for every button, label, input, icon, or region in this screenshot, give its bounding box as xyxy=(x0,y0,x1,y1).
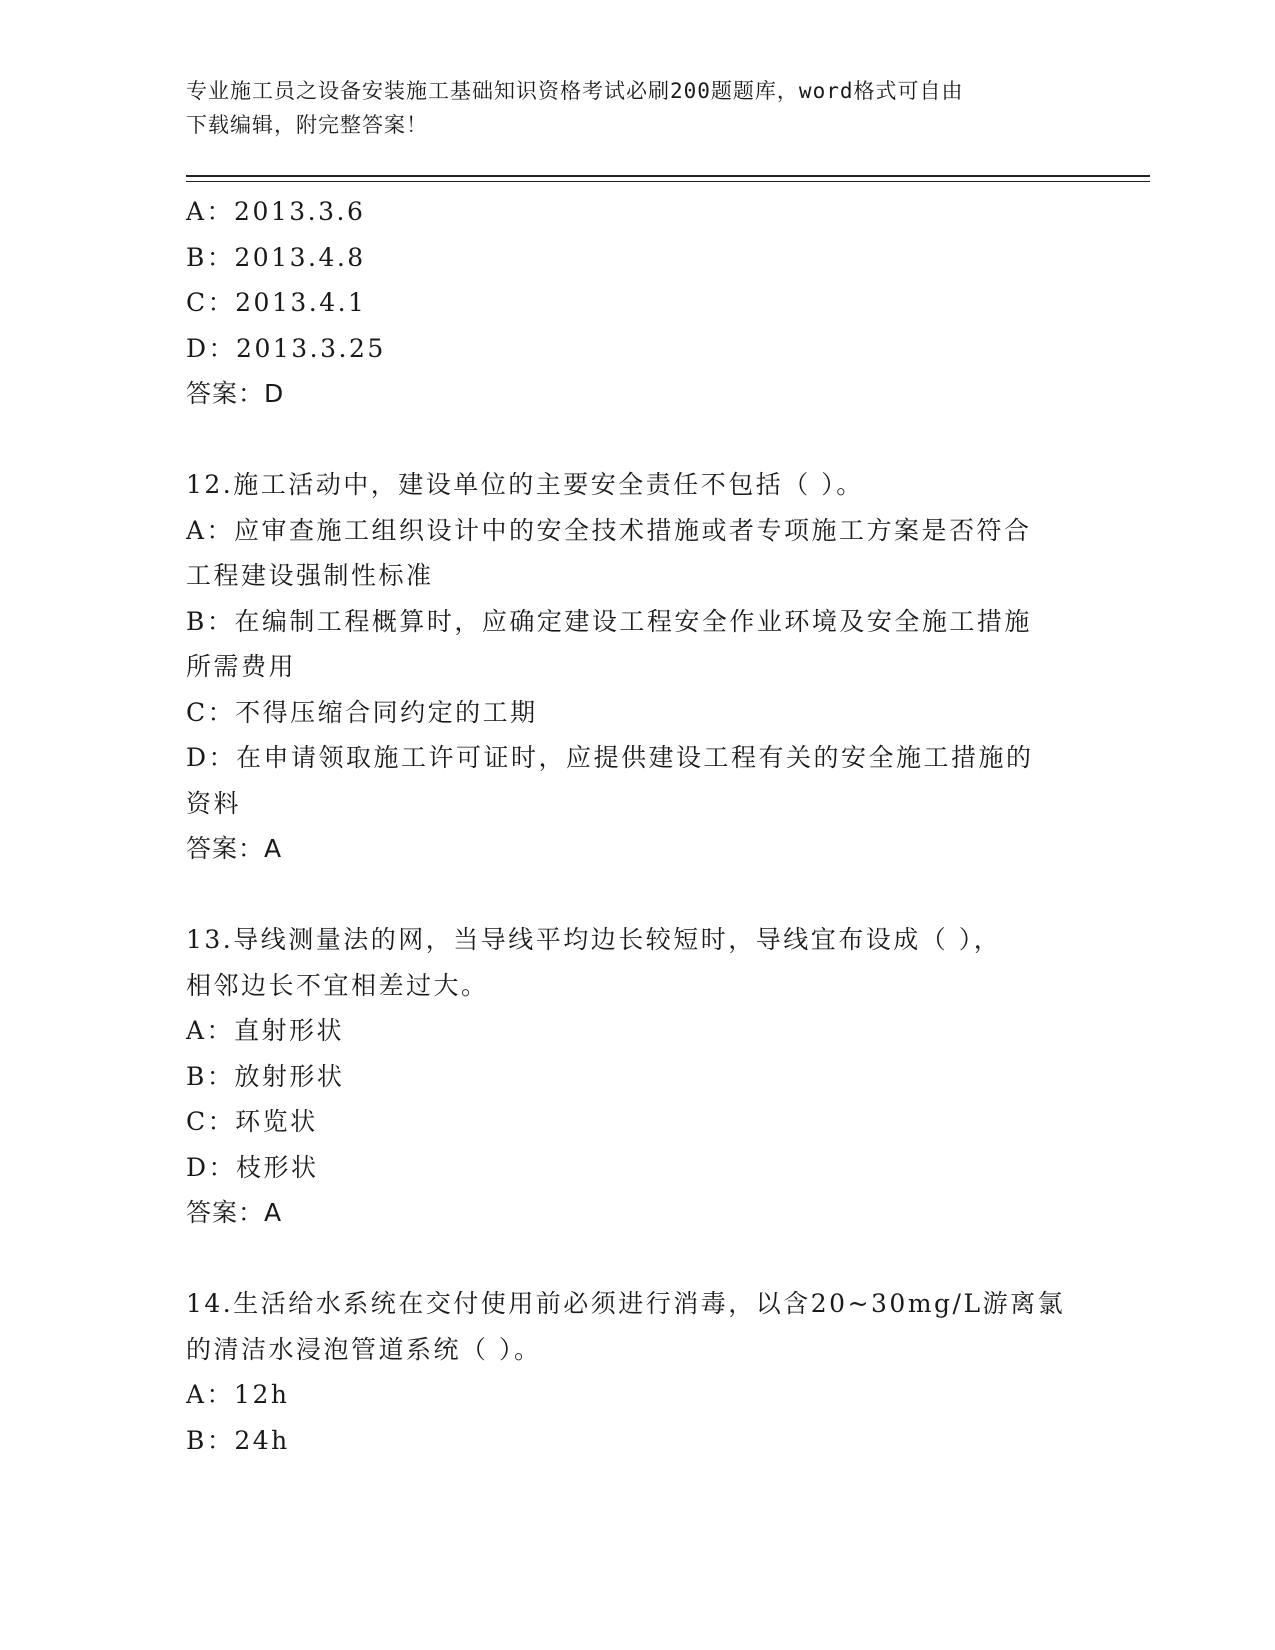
question-stem: 12.施工活动中，建设单位的主要安全责任不包括（ ）。 xyxy=(186,470,864,499)
option-d: D：在申请领取施工许可证时，应提供建设工程有关的安全施工措施的 xyxy=(186,743,1034,772)
question-14 xyxy=(186,1281,1086,1463)
option-a: A：应审查施工组织设计中的安全技术措施或者专项施工方案是否符合 xyxy=(186,515,1032,545)
question-11-continued xyxy=(186,189,1086,417)
answer-line: 答案：A xyxy=(186,1198,283,1227)
option-c: C：不得压缩合同约定的工期 xyxy=(186,697,538,727)
option-a: A：12h xyxy=(186,1380,290,1409)
question-stem-continued: 的清洁水浸泡管道系统（ ）。 xyxy=(186,1334,542,1364)
header-divider-thin xyxy=(186,181,1150,182)
option-b: B：24h xyxy=(186,1425,290,1455)
spacer xyxy=(186,417,1086,463)
spacer xyxy=(186,1236,1086,1282)
option-b: B：放射形状 xyxy=(186,1061,345,1091)
question-content xyxy=(186,189,1086,1463)
option-a-continued: 工程建设强制性标准 xyxy=(186,561,434,590)
question-stem: 14.生活给水系统在交付使用前必须进行消毒，以含20~30mg/L游离氯 xyxy=(186,1289,1066,1318)
header-divider-thick xyxy=(186,175,1150,177)
question-13 xyxy=(186,917,1086,1236)
document-header xyxy=(186,74,1066,142)
question-stem: 13.导线测量法的网，当导线平均边长较短时，导线宜布设成（ ）， xyxy=(186,925,1002,954)
question-12 xyxy=(186,462,1086,872)
spacer xyxy=(186,872,1086,918)
option-d: D：枝形状 xyxy=(186,1152,319,1182)
option-b-continued: 所需费用 xyxy=(186,652,297,681)
option-c: C：2013.4.1 xyxy=(186,288,367,317)
option-a: A：2013.3.6 xyxy=(186,197,366,226)
question-stem-continued: 相邻边长不宜相差过大。 xyxy=(186,970,489,1000)
option-d-continued: 资料 xyxy=(186,788,242,818)
option-d: D：2013.3.25 xyxy=(186,333,386,363)
option-b: B：在编制工程概算时，应确定建设工程安全作业环境及安全施工措施 xyxy=(186,606,1032,636)
option-b: B：2013.4.8 xyxy=(186,242,366,272)
answer-line: 答案：D xyxy=(186,379,285,408)
answer-line: 答案：A xyxy=(186,834,283,863)
option-a: A：直射形状 xyxy=(186,1016,345,1045)
option-c: C：环览状 xyxy=(186,1107,318,1136)
header-line-1: 专业施工员之设备安装施工基础知识资格考试必刷200题题库，word格式可自由 xyxy=(186,79,964,103)
header-line-2: 下载编辑，附完整答案！ xyxy=(186,113,428,137)
